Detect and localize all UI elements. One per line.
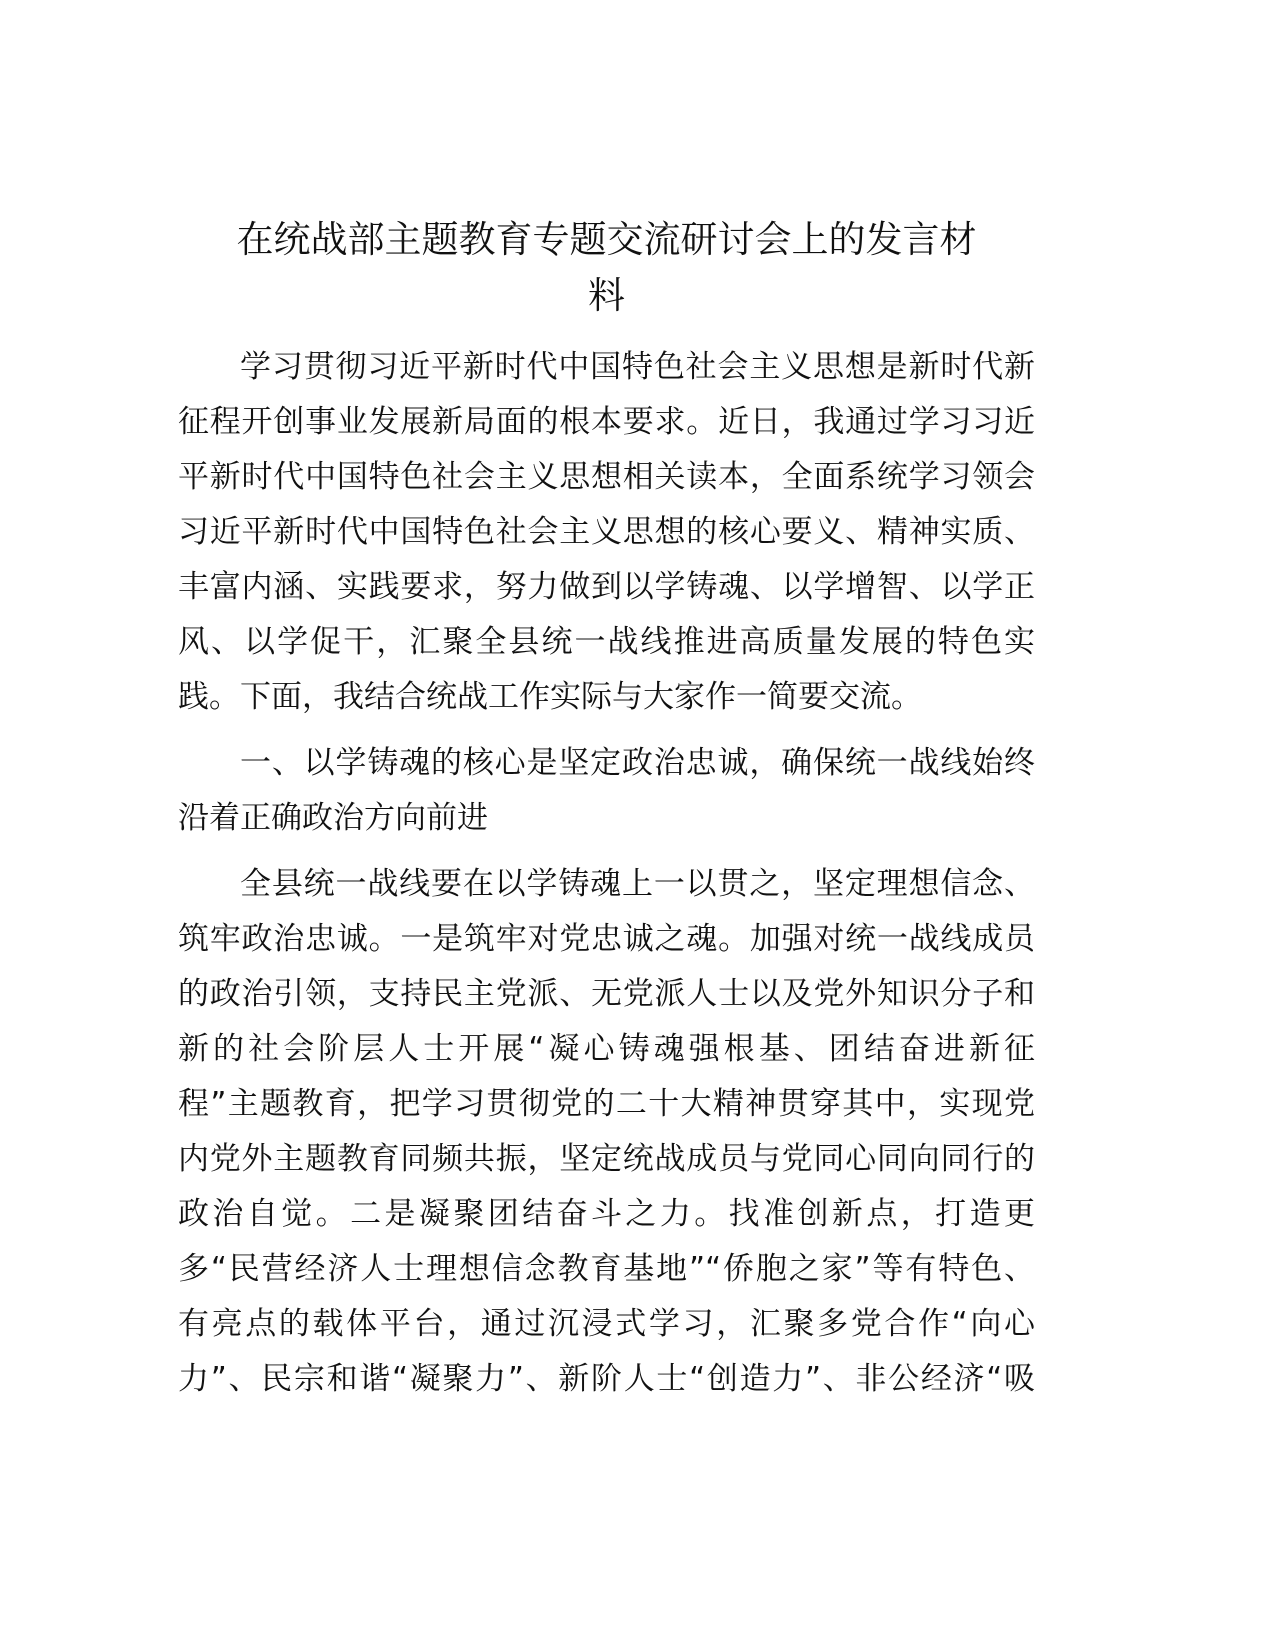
- text-line: 新的社会阶层人士开展“凝心铸魂强根基、团结奋进新征: [178, 1031, 1035, 1067]
- document-body: [178, 340, 1035, 1407]
- document-title: [178, 212, 1035, 324]
- text-line: 筑牢政治忠诚。一是筑牢对党忠诚之魂。加强对统一战线成员: [178, 921, 1035, 957]
- text-line: 的政治引领，支持民主党派、无党派人士以及党外知识分子和: [178, 976, 1035, 1012]
- title-line: 在统战部主题教育专题交流研讨会上的发言材: [236, 218, 977, 261]
- text-line: 沿着正确政治方向前进: [178, 800, 488, 836]
- text-line: 践。下面，我结合统战工作实际与大家作一简要交流。: [178, 679, 922, 715]
- text-line: 政治自觉。二是凝聚团结奋斗之力。找准创新点，打造更: [178, 1196, 1035, 1232]
- text-line: 全县统一战线要在以学铸魂上一以贯之，坚定理想信念、: [240, 866, 1035, 902]
- paragraph-section-1: [178, 857, 1035, 1407]
- text-line: 丰富内涵、实践要求，努力做到以学铸魂、以学增智、以学正: [178, 569, 1035, 605]
- text-line: 程”主题教育，把学习贯彻党的二十大精神贯穿其中，实现党: [178, 1086, 1035, 1122]
- text-line: 多“民营经济人士理想信念教育基地”“侨胞之家”等有特色、: [178, 1251, 1035, 1287]
- paragraph-intro: [178, 340, 1035, 725]
- text-line: 平新时代中国特色社会主义思想相关读本，全面系统学习领会: [178, 459, 1035, 495]
- text-line: 习近平新时代中国特色社会主义思想的核心要义、精神实质、: [178, 514, 1035, 550]
- text-line: 有亮点的载体平台，通过沉浸式学习，汇聚多党合作“向心: [178, 1306, 1035, 1342]
- section-heading-1: [178, 736, 1035, 846]
- title-line: 料: [588, 274, 625, 317]
- text-line: 内党外主题教育同频共振，坚定统战成员与党同心同向同行的: [178, 1141, 1035, 1177]
- text-line: 征程开创事业发展新局面的根本要求。近日，我通过学习习近: [178, 404, 1035, 440]
- text-line: 一、以学铸魂的核心是坚定政治忠诚，确保统一战线始终: [240, 745, 1035, 781]
- text-line: 学习贯彻习近平新时代中国特色社会主义思想是新时代新: [240, 349, 1035, 385]
- text-line: 力”、民宗和谐“凝聚力”、新阶人士“创造力”、非公经济“吸: [178, 1361, 1035, 1397]
- text-line: 风、以学促干，汇聚全县统一战线推进高质量发展的特色实: [178, 624, 1035, 660]
